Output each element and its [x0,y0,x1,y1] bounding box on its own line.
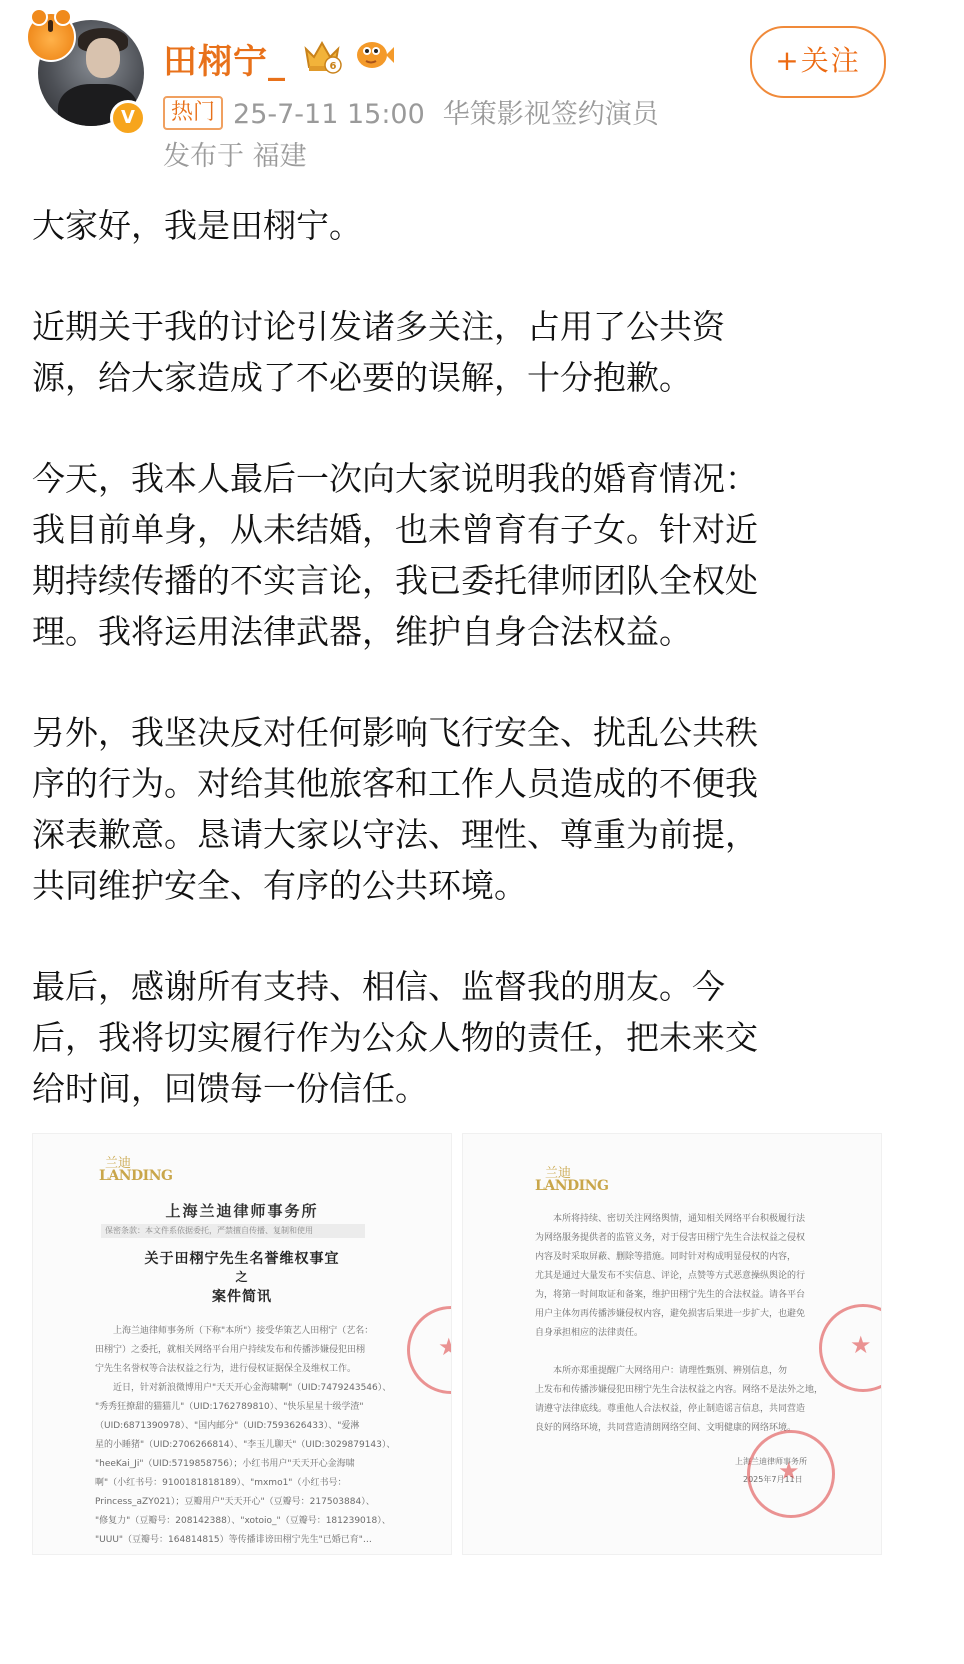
document-signature: 上海兰迪律师事务所 [735,1457,807,1466]
post-timestamp: 25-7-11 15:00 [233,99,425,130]
puffer-fish-badge-icon [352,35,396,75]
document-title-connector: 之 [235,1270,249,1284]
post-body [32,200,912,1164]
firm-name: 上海兰迪律师事务所 [165,1202,319,1220]
author-verification: 华策影视签约演员 [442,99,659,130]
paragraph: 最后，感谢所有支持、相信、监督我的朋友。今 后，我将切实履行作为公众人物的责任，把未来交 给时间，回馈每一份信任。 [32,967,758,1108]
post-location: 发布于 福建 [163,141,307,172]
document-body: 本所将持续、密切关注网络舆情，通知相关网络平台积极履行法 为网络服务提供者的监管义务，对于侵害田栩宁先生合法权益之侵权 内容及时采取屏蔽、删除等措施。同时针对构成明显侵权的内容， 尤其是通过大量发布不实信息、评论，点赞等方式恶意操纵舆论的行 为，将第一时间取证和备案，维护田栩宁先生的合法权益。请各平台 用户主体勿再传播涉嫌侵权内容，避免损害后果进一步扩大，也避免 自身承担相应的法律责任。 本所亦郑重提醒广大网络用户：请理性甄别、辨别信息，勿 上发布和传播涉嫌侵犯田栩宁先生合法权益之内容。网络不是法外之地， 请遵守法律底线。尊重他人合法权益，停止制造谣言信息，共同营造 良好的网络环境，共同营造清朗网络空间、文明健康的网络环境。 [535,1214,824,1433]
tiger-avatar-frame-icon [26,12,76,62]
legal-document-image-1[interactable] [32,1133,452,1555]
follow-button[interactable]: +关注 [750,26,886,98]
author-name[interactable]: 田栩宁_ [163,42,286,82]
firm-logo-en: LANDING [99,1168,173,1184]
paragraph: 另外，我坚决反对任何影响飞行安全、扰乱公共秩 序的行为。对给其他旅客和工作人员造成的不便我 深表歉意。恳请大家以守法、理性、尊重为前提， 共同维护安全、有序的公共环境。 [32,713,758,905]
document-date: 2025年7月11日 [743,1475,803,1484]
fan-level-crown-icon [300,35,344,75]
avatar-face [86,38,120,78]
paragraph: 大家好，我是田栩宁。 [32,206,362,245]
firm-logo-en: LANDING [535,1178,609,1194]
post-meta [163,92,659,128]
document-body: 上海兰迪律师事务所（下称"本所"）接受华策艺人田栩宁（艺名： 田栩宁）之委托，就相关网络平台用户持续发布和传播涉嫌侵犯田栩 宁先生名誉权等合法权益之行为，进行侵权证据保全及维权工作。 近日，针对新浪微博用户"天天开心金海啸啊"（UID:7479243546）、 "秀秀狂撩甜的猫猫儿"（UID:1762789810）、"快乐星星十级学渣" （UID:6871390978）、"国内邮分"（UID:7593626433）、"爱淋 星的小睡猪"（UID:2706266814）、"李玉儿聊天"（UID:3029879143）、 "heeKai_Ji"（UID:5719858756）；小红书用户"天天开心金海啸 啊"（小红书号：9100181818189）、"mxmo1"（小红书号： Princess_aZY021）；豆瓣用户"天天开心"（豆瓣号：217503884）、 "修复力"（豆瓣号：208142388）、"xotoio_"（豆瓣号：181239018）、 "UUU"（豆瓣号：164814815）等传播诽谤田栩宁先生"已婚已育"… [95,1326,396,1545]
paragraph: 近期关于我的讨论引发诸多关注，占用了公共资 源，给大家造成了不必要的误解，十分抱歉。 [32,307,725,397]
verified-v-icon: V [110,100,146,136]
seal-stamp [747,1430,835,1518]
paragraph: 今天，我本人最后一次向大家说明我的婚育情况： 我目前单身，从未结婚，也未曾育有子女。针对近 期持续传播的不实言论，我已委托律师团队全权处 理。我将运用法律武器，维护自身合法权益。 [32,459,758,651]
post-header [0,0,964,195]
firm-logo-cn: 兰迪 [105,1156,132,1171]
document-subtitle: 案件简讯 [212,1289,272,1305]
legal-document-image-2[interactable] [462,1133,882,1555]
hot-tag[interactable]: 热门 [163,96,223,130]
fan-level-number: 6 [329,61,337,72]
confidential-notice: 保密条款：本文件系依据委托，严禁擅自传播、复制和使用 [101,1224,365,1238]
firm-logo-cn: 兰迪 [545,1166,572,1181]
document-title: 关于田栩宁先生名誉维权事宜 [144,1251,340,1267]
